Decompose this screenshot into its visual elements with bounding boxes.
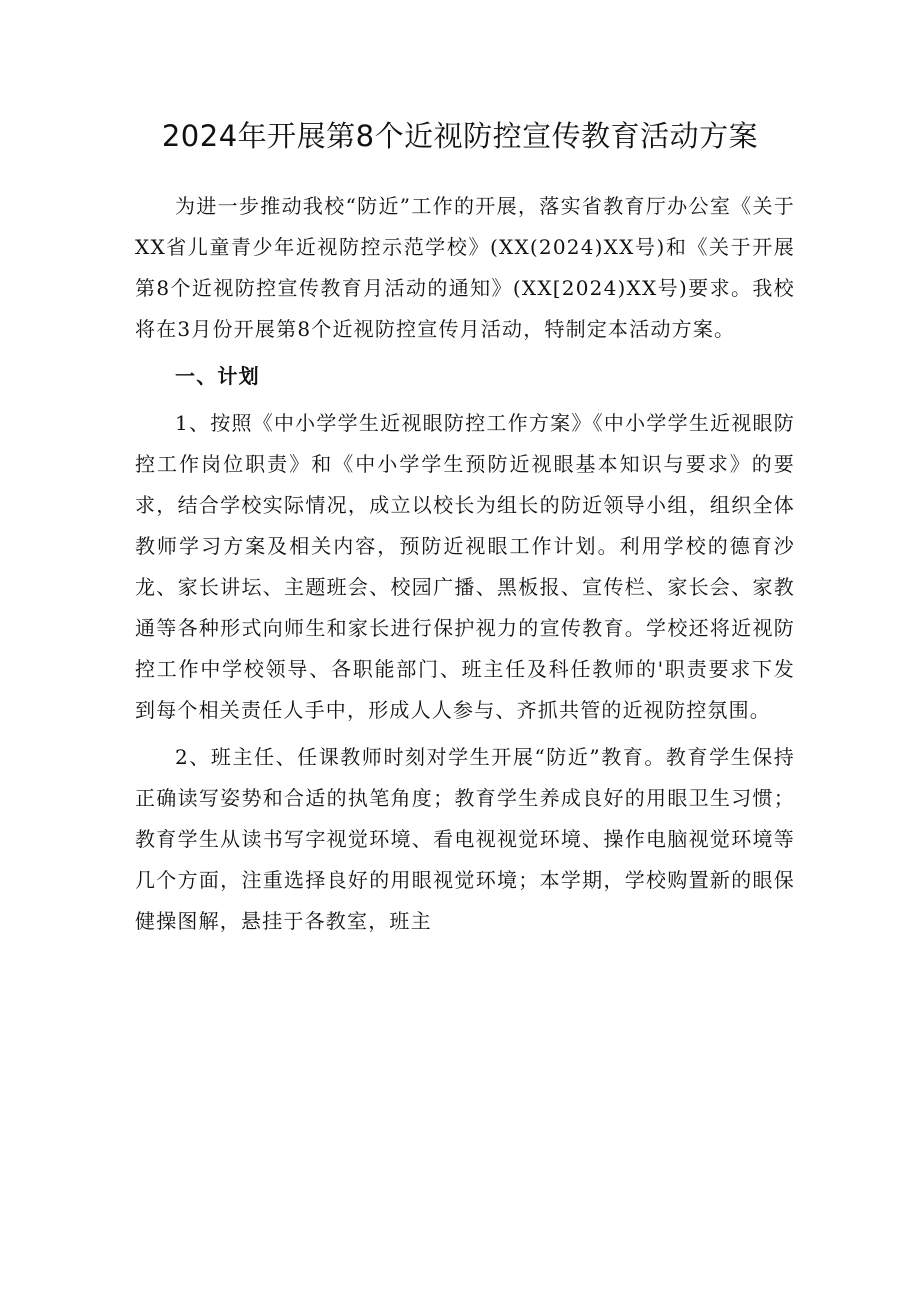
section-heading-plan: 一、计划 xyxy=(175,364,260,388)
plan-item-1-paragraph: 1、按照《中小学学生近视眼防控工作方案》《中小学学生近视眼防控工作岗位职责》和《中小学学生预防近视眼基本知识与要求》的要求，结合学校实际情况，成立以校长为组长的防近领导小组，组织全体教师学习方案及相关内容，预防近视眼工作计划。利用学校的德育沙龙、家长讲坛、主题班会、校园广播、黑板报、宣传栏、家长会、家教通等各种形式向师生和家长进行保护视力的宣传教育。学校还将近视防控工作中学校领导、各职能部门、班主任及科任教师的'职责要求下发到每个相关责任人手中，形成人人参与、齐抓共管的近视防控氛围。 xyxy=(135,411,795,722)
document-body xyxy=(135,186,795,942)
document-title: 2024年开展第8个近视防控宣传教育活动方案 xyxy=(161,119,759,153)
plan-item-2-paragraph: 2、班主任、任课教师时刻对学生开展“防近”教育。教育学生保持正确读写姿势和合适的执笔角度；教育学生养成良好的用眼卫生习惯；教育学生从读书写字视觉环境、看电视视觉环境、操作电脑视觉环境等几个方面，注重选择良好的用眼视觉环境；本学期，学校购置新的眼保健操图解，悬挂于各教室，班主 xyxy=(135,745,795,933)
intro-paragraph: 为进一步推动我校“防近”工作的开展，落实省教育厅办公室《关于XX省儿童青少年近视防控示范学校》(XX(2024)XX号)和《关于开展第8个近视防控宣传教育月活动的通知》(XX[2024)XX号)要求。我校将在3月份开展第8个近视防控宣传月活动，特制定本活动方案。 xyxy=(135,194,795,341)
